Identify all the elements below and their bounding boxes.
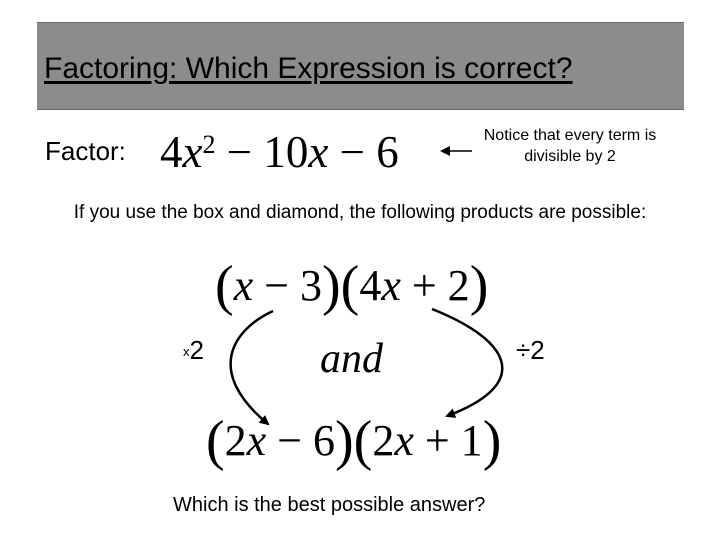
slide-title: Factoring: Which Expression is correct?	[44, 52, 573, 85]
curved-arrow-left-icon	[231, 311, 273, 424]
paren: (	[353, 410, 373, 472]
intro-text: If you use the box and diamond, the following products are possible:	[73, 202, 647, 223]
term: + 1	[413, 416, 483, 465]
term: 2	[372, 416, 395, 465]
expr-exponent: 2	[202, 130, 216, 159]
term: − 6	[266, 416, 336, 465]
paren: (	[215, 255, 234, 317]
expr-coef: 4	[160, 127, 183, 177]
divide-two-label: ÷2	[516, 335, 545, 365]
paren: )	[482, 410, 502, 472]
times-symbol: x	[183, 344, 190, 359]
term: 4	[359, 261, 382, 310]
times-value: 2	[189, 335, 204, 365]
paren: )	[322, 255, 341, 317]
var: x	[381, 261, 401, 310]
paren: )	[335, 410, 354, 472]
expr-constant: − 6	[328, 127, 399, 177]
curved-arrow-right-icon	[432, 309, 502, 416]
question-text: Which is the best possible answer?	[173, 494, 486, 516]
var: x	[394, 416, 414, 465]
expr-middle: − 10	[215, 127, 309, 177]
term: 2	[224, 416, 247, 465]
expr-var: x	[182, 127, 203, 177]
expr-var-2: x	[308, 127, 329, 177]
term: + 2	[400, 261, 470, 310]
paren: (	[206, 410, 225, 472]
var: x	[233, 261, 254, 310]
divisibility-note: Notice that every term is divisible by 2	[483, 127, 657, 165]
paren: (	[340, 255, 360, 317]
term: − 3	[253, 261, 323, 310]
paren: )	[469, 255, 489, 317]
factor-label: Factor:	[45, 136, 126, 166]
and-word: and	[320, 336, 383, 382]
var: x	[246, 416, 267, 465]
